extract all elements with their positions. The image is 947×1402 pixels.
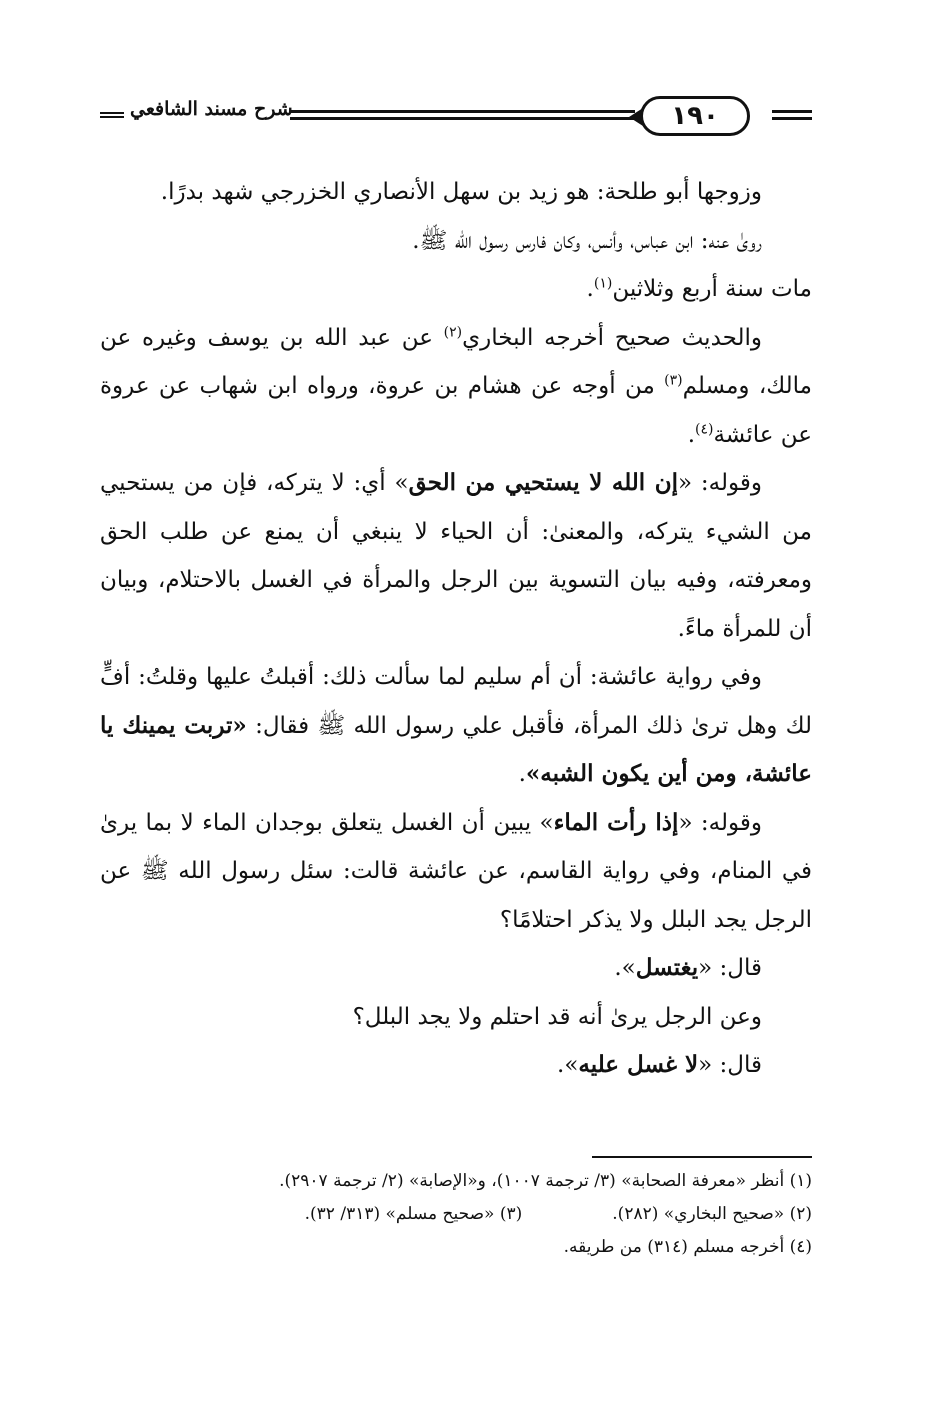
p6-a: وفي رواية عائشة: أن أم سليم لما سألت ذلك: أقبلتُ عليها وقلتُ: أفٍّ لك وهل ترىٰ ذلك المرأة، فأقبل علي رسول الله ﷺ فقال: [100,664,812,739]
p6-end: . [518,761,526,787]
main-text [100,168,812,1090]
p10-b: ». [557,1052,579,1078]
header-rule-right [772,110,812,120]
paragraph-1: وزوجها أبو طلحة: هو زيد بن سهل الأنصاري الخزرجي شهد بدرًا. [160,179,762,205]
footnote-3: (٣) «صحيح مسلم» (٣١٣/ ٣٢). [304,1204,523,1224]
p4-b: عن عبد الله بن يوسف وغيره عن مالك، ومسلم [100,324,812,399]
p8-a: قال: « [698,955,762,981]
p4-a: والحديث صحيح أخرجه البخاري [462,324,762,351]
p7-b: » يبين أن الغسل يتعلق بوجدان الماء لا بما يرىٰ في المنام، وفي رواية القاسم، عن عائشة قالت: سئل رسول الله ﷺ عن الرجل يجد البلل ولا يذكر احتلامًا؟ [100,809,812,933]
running-head-rule [100,112,124,118]
paragraph-9: وعن الرجل يرىٰ أنه قد احتلم ولا يجد البلل؟ [352,1003,762,1030]
paragraph-4 [100,314,812,460]
paragraph-6 [100,653,812,799]
p5-b: » أي: لا يتركه، فإن من يستحيي من الشيء يتركه، والمعنىٰ: أن الحياء لا ينبغي أن يمنع عن طلب الحق ومعرفته، وفيه بيان التسوية بين الرجل والمرأة في الغسل بالاحتلام، وبيان أن للمرأة ماءً. [100,470,812,642]
p7-hadith-quote: إذا رأت الماء [553,808,679,836]
p4-c: من أوجه عن هشام بن عروة، ورواه ابن شهاب عن عروة عن عائشة [100,373,812,448]
footnote-4: (٤) أخرجه مسلم (٣١٤) من طريقه. [563,1237,812,1257]
paragraph-8 [100,944,812,993]
page-header [100,92,812,140]
footnote-separator [592,1156,812,1158]
running-head-title: شرح مسند الشافعي [130,98,293,120]
p7-a: وقوله: « [678,809,762,836]
paragraph-7 [100,799,812,945]
footnote-ref-1: (١) [593,275,613,292]
page-number: ١٩٠ [640,96,750,136]
footnote-1: (١) أنظر «معرفة الصحابة» (٣/ ترجمة ١٠٠٧)، و«الإصابة» (٢/ ترجمة ٢٩٠٧). [279,1171,812,1191]
p6-hadith-quote: «تربت يمينك يا عائشة، ومن أين يكون الشبه» [100,711,812,787]
paragraph-2: روىٰ عنه: ابن عباس، وأنس، وكان فارس رسول الله ﷺ. [412,227,762,254]
footnote-row-2-3 [100,1198,812,1231]
p4-end: . [687,421,695,448]
p10-answer: لا غسل عليه [578,1051,699,1078]
paragraph-3 [100,265,812,314]
footnote-2: (٢) «صحيح البخاري» (٢٨٢). [612,1204,812,1224]
p5-a: وقوله: « [678,470,762,496]
p8-answer: يغتسل [635,954,699,981]
paragraph-5 [100,459,812,653]
p8-b: ». [614,955,636,981]
footnote-ref-4: (٤) [695,420,714,437]
footnotes [100,1165,812,1264]
p10-a: قال: « [698,1052,762,1078]
header-rule-left [290,110,635,120]
footnote-ref-2: (٢) [443,323,463,340]
p3-end: . [586,276,594,302]
p5-hadith-quote: إن الله لا يستحيي من الحق [408,469,679,496]
paragraph-10 [100,1041,812,1090]
p3-text: مات سنة أربع وثلاثين [612,276,812,302]
footnote-ref-3: (٣) [664,372,683,389]
